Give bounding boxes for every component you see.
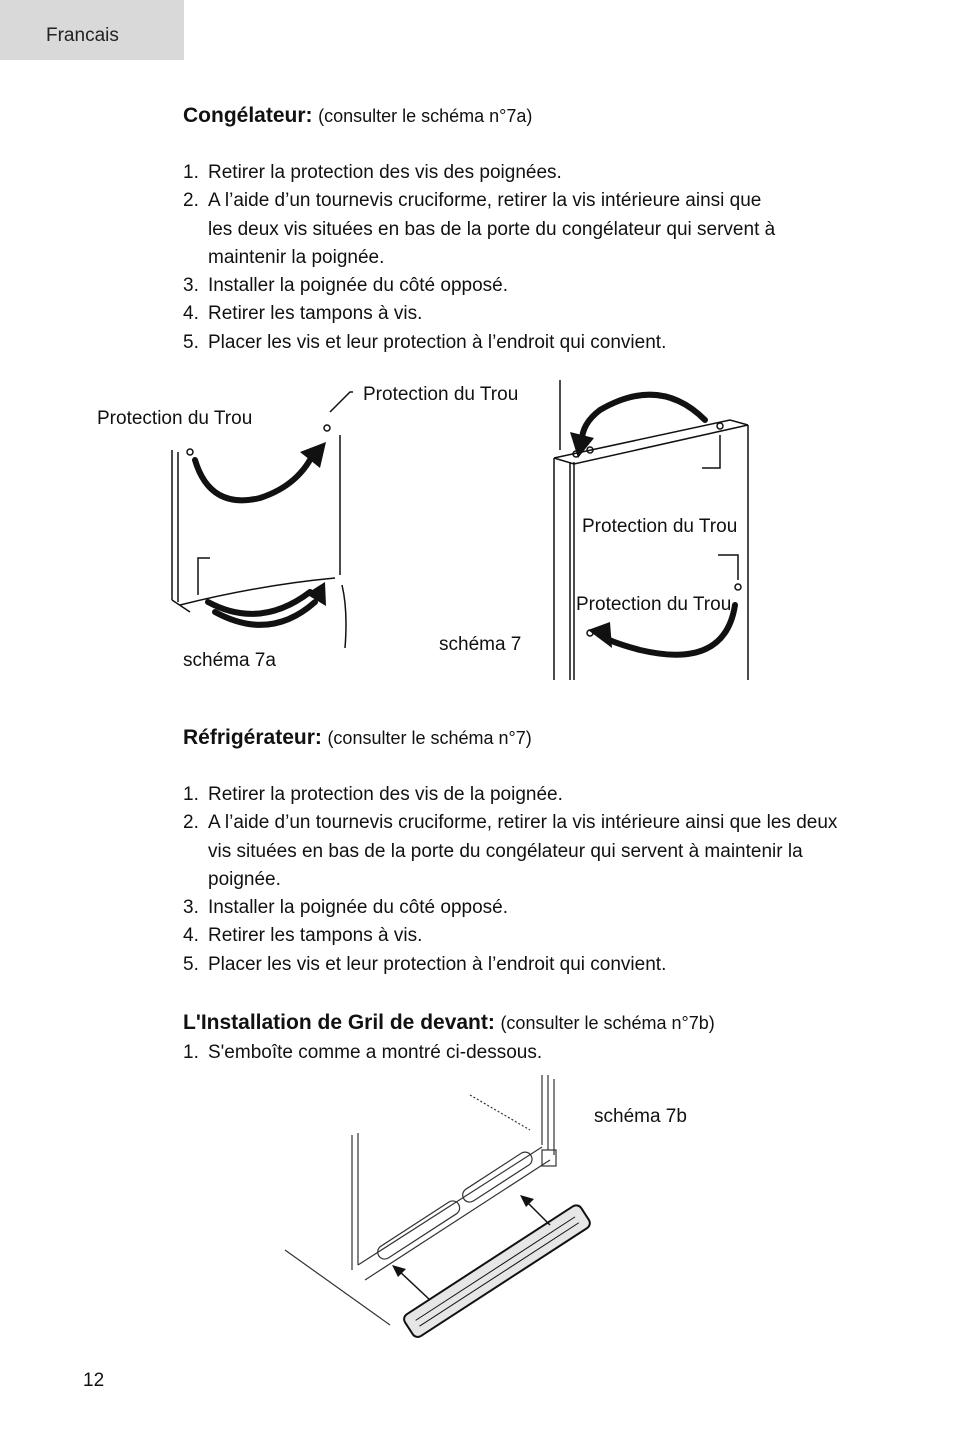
arrow-line-left (398, 1270, 430, 1300)
freezer-steps (183, 159, 783, 357)
door-left-foot (172, 600, 190, 612)
leader-line-top (330, 392, 353, 412)
language-tab-label: Francais (46, 25, 119, 46)
grille-heading (183, 1009, 843, 1037)
grille-title: L'Installation de Gril de devant: (183, 1011, 495, 1034)
screw-hole-top (324, 425, 330, 431)
door-right-foot (342, 585, 346, 648)
vent-slot-left (375, 1198, 462, 1261)
label-protection-left: Protection du Trou (97, 408, 253, 429)
grille-section (183, 1009, 843, 1067)
list-item: 5. Placer les vis et leur protection à l’endroit qui convient. (183, 331, 667, 353)
freezer-ref: (consulter le schéma n°7a) (318, 106, 533, 126)
leader-line-bottom (198, 558, 210, 595)
fridge-title: Réfrigérateur: (183, 726, 322, 749)
list-item: 4. Retirer les tampons à vis. (183, 925, 423, 947)
leader-line-lower (718, 555, 738, 580)
language-tab (0, 0, 184, 60)
label-protection-right-1: Protection du Trou (582, 516, 738, 537)
grille-ref: (consulter le schéma n°7b) (500, 1013, 715, 1033)
list-item: 4. Retirer les tampons à vis. (183, 303, 423, 325)
list-item: 2. A l’aide d’un tournevis cruciforme, retirer la vis intérieure ainsi que les deux vis situées en bas de la porte du congélateur qui servent à maintenir la poignée. (183, 812, 838, 890)
caption-schema-7a: schéma 7a (183, 650, 276, 671)
curved-arrow-top (195, 450, 315, 500)
caption-schema-7: schéma 7 (439, 634, 522, 655)
list-item: 1. Retirer la protection des vis des poignées. (183, 162, 562, 183)
front-grille-diagram (280, 1075, 610, 1355)
caption-schema-7b: schéma 7b (594, 1106, 687, 1127)
curved-arrow-top (582, 395, 705, 445)
list-item: 1. S'emboîte comme a montré ci-dessous. (183, 1042, 543, 1063)
freezer-heading (183, 102, 883, 130)
screw-hole-lower (735, 584, 741, 590)
fridge-section (183, 724, 843, 979)
fridge-heading (183, 724, 843, 752)
grille-bar (402, 1203, 592, 1339)
fridge-ref: (consulter le schéma n°7) (327, 728, 532, 748)
floor-line (285, 1250, 390, 1325)
label-protection-top: Protection du Trou (363, 384, 519, 405)
list-item: 3. Installer la poignée du côté opposé. (183, 275, 508, 297)
fridge-steps (183, 781, 843, 979)
list-item: 5. Placer les vis et leur protection à l’endroit qui convient. (183, 953, 667, 975)
page-number: 12 (83, 1370, 105, 1391)
screw-hole-left (187, 449, 193, 455)
list-item: 3. Installer la poignée du côté opposé. (183, 897, 508, 919)
freezer-section (183, 102, 883, 357)
freezer-title: Congélateur: (183, 104, 313, 127)
list-item: 2. A l’aide d’un tournevis cruciforme, retirer la vis intérieure ainsi que les deux vis situées en bas de la porte du congélateur qui servent à maintenir la poignée. (183, 190, 776, 268)
arrow-head-right (520, 1195, 534, 1207)
leader-line-upper (702, 435, 720, 468)
grille-steps (183, 1039, 843, 1067)
list-item: 1. Retirer la protection des vis de la poignée. (183, 784, 563, 805)
back-line (470, 1095, 530, 1130)
label-protection-right-2: Protection du Trou (576, 594, 732, 615)
screw-hole-top-3 (717, 423, 723, 429)
